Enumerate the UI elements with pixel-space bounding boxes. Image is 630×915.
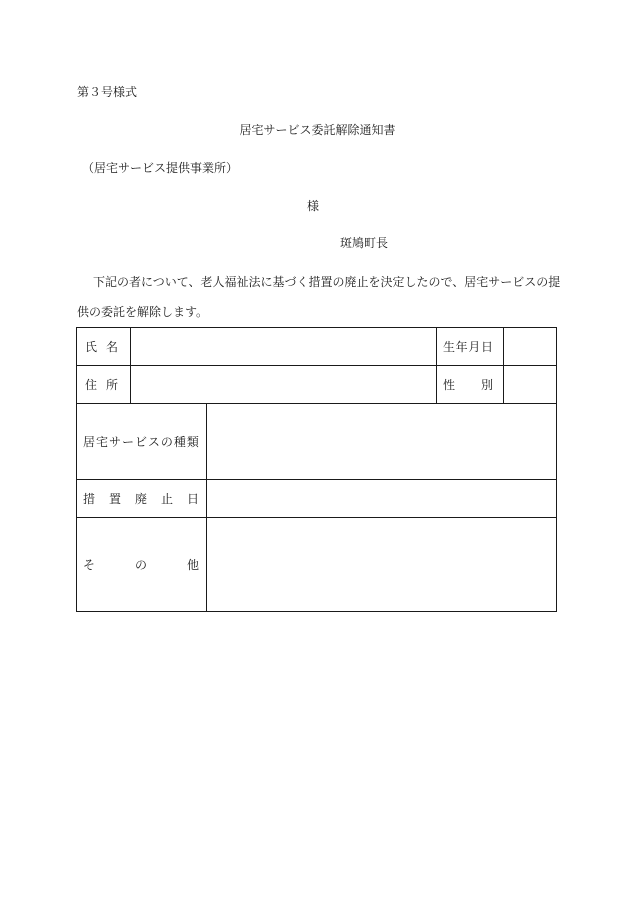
end-date-value-cell[interactable]	[207, 480, 557, 518]
name-label-cell	[77, 328, 131, 366]
address-value-cell[interactable]	[131, 366, 437, 404]
dob-label-char: 年	[455, 339, 468, 354]
service-type-label-char: 類	[186, 434, 199, 449]
gender-label-char: 性	[443, 377, 456, 392]
sender-name: 斑鳩町長	[340, 236, 389, 250]
dob-label-char: 生	[443, 339, 456, 354]
other-label-char: 他	[186, 557, 199, 572]
address-label-char: 住	[85, 377, 98, 392]
end-date-label-char: 置	[108, 491, 121, 506]
other-label-char: の	[134, 557, 147, 572]
service-type-label-char: ー	[121, 434, 134, 449]
service-type-label-char: ビ	[134, 434, 147, 449]
name-label-char: 名	[105, 339, 118, 354]
end-date-label-cell	[77, 480, 207, 518]
address-label-char: 所	[105, 377, 118, 392]
other-value-cell[interactable]	[207, 518, 557, 612]
service-type-label-char: の	[160, 434, 173, 449]
dob-label-char: 月	[468, 339, 481, 354]
recipient-name: （居宅サービス提供事業所）	[82, 161, 239, 175]
end-date-label-char: 措	[83, 491, 96, 506]
address-label-cell	[77, 366, 131, 404]
service-type-label-char: サ	[108, 434, 121, 449]
name-label-char: 氏	[85, 339, 98, 354]
service-type-label-char: ス	[147, 434, 160, 449]
body-text-line-2: 供の委託を解除します。	[77, 305, 209, 319]
service-type-label-char: 種	[173, 434, 186, 449]
gender-label-cell	[437, 366, 504, 404]
dob-value-cell[interactable]	[504, 328, 557, 366]
end-date-label-char: 止	[160, 491, 173, 506]
document-title: 居宅サービス委託解除通知書	[239, 123, 396, 137]
other-label-char: そ	[83, 557, 96, 572]
form-number: 第３号様式	[77, 85, 138, 99]
dob-label-cell	[437, 328, 504, 366]
gender-label-char: 別	[480, 377, 493, 392]
service-type-label-char: 宅	[95, 434, 108, 449]
notice-form-table	[76, 327, 557, 612]
honorific: 様	[307, 199, 320, 213]
end-date-label-char: 日	[186, 491, 199, 506]
other-label-cell	[77, 518, 207, 612]
end-date-label-char: 廃	[134, 491, 147, 506]
service-type-label-cell	[77, 404, 207, 480]
dob-label-char: 日	[480, 339, 493, 354]
service-type-label-char: 居	[83, 434, 96, 449]
body-text-line-1: 下記の者について、老人福祉法に基づく措置の廃止を決定したので、居宅サービスの提	[93, 275, 561, 289]
service-type-value-cell[interactable]	[207, 404, 557, 480]
gender-value-cell[interactable]	[504, 366, 557, 404]
name-value-cell[interactable]	[131, 328, 437, 366]
